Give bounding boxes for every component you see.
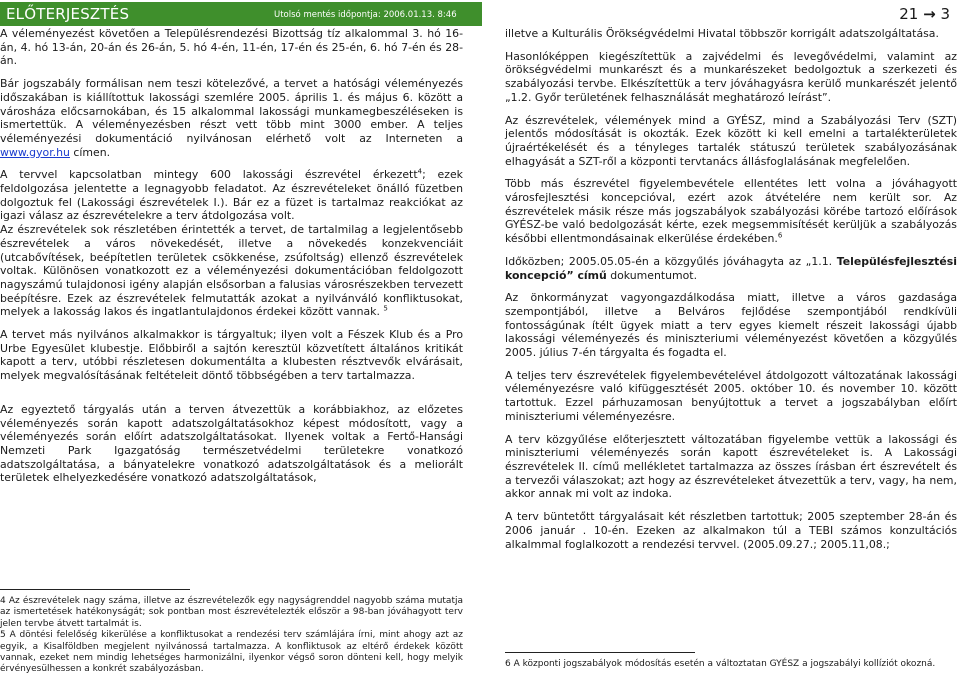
paragraph: Több más észrevétel figyelembevétele ellentétes lett volna a jóváhagyott városfejlesztési koncepcióval, ezért azok átvételére nem került sor. Az észrevételek másik része más jogszabályok szabályozási körébe tartozó előírások GYÉSZ-be való bedolgozását kérte, ezek megsemmisítését kerüljük a szabályozás későbbi ellentmondásainak elkerülése érdekében.$^6$ — [505, 177, 957, 246]
paragraph: Bár jogszabály formálisan nem teszi kötelezővé, a tervet a hatósági véleményezés időszakában is kiállítottuk lakossági szemlére 2005. április 1. és május 6. között a városháza előcsarnokában, és 15 alkalommal lakossági munkamegbeszéléseken is ismertettük. A véleményezésben részt vett több mint 3000 ember. A teljes véleményezési dokumentáció nyilvánosan elérhető volt az Interneten a www.gyor.hu címen. — [0, 77, 463, 159]
page-indicator-area — [482, 2, 960, 26]
footnote-ref[interactable]: 5 — [383, 304, 388, 313]
footnote-divider — [505, 652, 695, 653]
page-number — [899, 5, 950, 23]
footnote-ref[interactable]: 6 — [777, 231, 783, 240]
paragraph: A terv közgyűlése előterjesztett változatában figyelembe vettük a lakossági és miniszteriumi véleményezés során kapott észrevételeket is. A Lakossági észrevételek II. című mellékletet tartalmazza az összes írásban ért észrevételt és a tervezői válaszokat; azt hogy az észrevételeket átvezettük a terv, vagy, ha nem, akkor annak mi volt az indoka. — [505, 432, 957, 501]
page-to: 3 — [940, 5, 950, 23]
footnotes-left — [0, 596, 463, 676]
footnote: 4 Az észrevételek nagy száma, illetve az észrevételezők egy nagyságrenddel nagyobb száma mutatja az ismertetések hatékonyságát; sok pontban most észrevételezték először a 98-ban jóváhagyott terv jelen tervbe átvett tartalmát is. — [0, 596, 463, 629]
left-column — [0, 27, 463, 494]
paragraph: A teljes terv észrevételek figyelembevételével átdolgozott változatának lakossági véleményezésre való kifüggesztését 2005. október 10. és november 10. között tartottuk. Ezzel párhuzamosan benyújtottuk a tervet a jogszabályban előírt miniszteriumi véleményezésre. — [505, 368, 957, 423]
footnote: 6 A központi jogszabályok módosítás esetén a változtatan GYÉSZ a jogszabályi kollíziót okozná. — [505, 659, 936, 669]
paragraph: Hasonlóképpen kiegészítettük a zajvédelmi és levegővédelmi, valamint az örökségvédelmi munkarészt és a munkarészeket bedolgoztuk a szerkezeti és szabályozási tervbe. Elkészítettük a terv jóváhagyásra kerülő munkarészét jelentő „1.2. Győr területének felhasználását meghatározó leírást”. — [505, 49, 957, 104]
last-saved-label: Utolsó mentés időpontja: 2006.01.13. 8:46 — [274, 10, 457, 20]
paragraph: Az egyeztető tárgyalás után a terven átvezettük a korábbiakhoz, az előzetes véleményezés során kapott adatszolgáltatásokhoz képest módosított, vagy a véleményezés során előírt adatszolgáltatásokat. Ilyenek voltak a Fertő-Hansági Nemzeti Park Igazgatóság természetvédelmi területekre vonatkozó adatszolgáltatása, a bányatelekre vonatkozó adatszolgáltatások és a meliorált területek elhelyezkedésére vonatkozó adatszolgáltatások, — [0, 402, 463, 485]
paragraph: Az észrevételek, vélemények mind a GYÉSZ, mind a Szabályozási Terv (SZT) jelentős módosítását is okozták. Ezek között ki kell emelni a tartalékterületek újraértékelését és a tényleges tartalék státuszú területek szabályozásának elhagyását a SZT-ről a központi tervtanács állásfoglalásának megfelelően. — [505, 113, 957, 168]
paragraph: A véleményezést követően a Településrendezési Bizottság tíz alkalommal 3. hó 16-án, 4. hó 13-án, 20-án és 26-án, 5. hó 4-én, 11-én, 17-én és 25-én, 6. hó 7-én és 28-án. — [0, 27, 463, 68]
footnote-divider — [0, 589, 190, 590]
paragraph: Az észrevételek sok részletében érintették a tervet, de tartalmilag a legjelentősebb észrevételek a város növekedését, illetve a növekedés konzekvenciáit (utcabővítések, beépítetlen területek csökkenése, zsúfoltság) ellenző észrevételek voltak. Különösen vonatkozott ez a véleményezési dokumentációban feldolgozott nagyszámú tulajdonosi igény alapján elsősorban a falusias városrészekben tervezett beépítésre. Ezek az észrevételek felmutatták azokat a nyilvánváló konfliktusokat, melyek a lakosság lakos és ingatlantulajdonos érdekei között vannak. $^5$ — [0, 223, 463, 319]
footnotes-right — [505, 659, 957, 670]
paragraph: A terv büntetőtt tárgyalásait két részletben tartottuk; 2005 szeptember 28-án és 2006 január . 10-én. Ezeken az alkalmakon túl a TEBI számos konzultációs alkalmmal foglalkozott a rendezési tervvel. (2005.09.27.; 2005.11,08.; — [505, 510, 957, 551]
paragraph: Időközben; 2005.05.05-én a közgyűlés jóváhagyta az „1.1. Településfejlesztési koncepció” című dokumentumot. — [505, 254, 957, 282]
footnote: 5 A döntési felelőség kikerülése a konfliktusokat a rendezési terv számlájára írni, mint ahogy azt az egyik, a Kisalföldben megjelent nyilvánossá tartalmazza. A konfliktusok az eltérő érdekek között vannak, ezeket nem mindig lehetséges harmonizálni, ilyenkor végső soron dönteni kell, hogy melyik érvényesülhessen a konkrét szabályozásban. — [0, 630, 463, 675]
document-type-label: ELŐTERJESZTÉS — [6, 5, 130, 23]
right-column — [505, 27, 957, 560]
page-from: 21 — [899, 5, 919, 23]
header-bar — [0, 2, 482, 26]
paragraph: illetve a Kulturális Örökségvédelmi Hivatal többször korrigált adatszolgáltatása. — [505, 27, 939, 40]
arrow-right-icon: → — [923, 5, 936, 23]
paragraph: Az önkormányzat vagyongazdálkodása miatt, illetve a város gazdasága szempontjából, illetve a Belváros fejlődése szempontjából rendkívüli fontosságúnak ítélt ügyek miatt a terv egyes kiemelt részeit lakossági újabb lakossági véleményezés és miniszteriumi véleményezést követően a közgyűlés 2005. július 7-én tárgyalta és fogadta el. — [505, 291, 957, 360]
website-link[interactable]: www.gyor.hu — [0, 145, 70, 159]
footnote-ref[interactable]: 4 — [417, 167, 423, 176]
paragraph: A tervvel kapcsolatban mintegy 600 lakossági észrevétel érkezett$^4$; ezek feldolgozása jelentette a legnagyobb feladatot. Az észrevételeket önálló füzetben dolgoztuk fel (Lakossági észrevételek I.). Bár ez a füzet is tartalmaz reakciókat az igazi válasz az észrevételekre a terv átdolgozása volt. — [0, 167, 463, 223]
paragraph: A tervet más nyilvános alkalmakkor is tárgyaltuk; ilyen volt a Fészek Klub és a Pro Urbe Egyesület klubestje. Előbbiről a sajtón keresztül közvetített általános kritikát kapott a terv, utóbbi részletesen dokumentálta a klubesten résztvevők elvárásait, melyek megvalósításának feltételeit döntő többségében a terv tartalmazza. — [0, 328, 463, 383]
